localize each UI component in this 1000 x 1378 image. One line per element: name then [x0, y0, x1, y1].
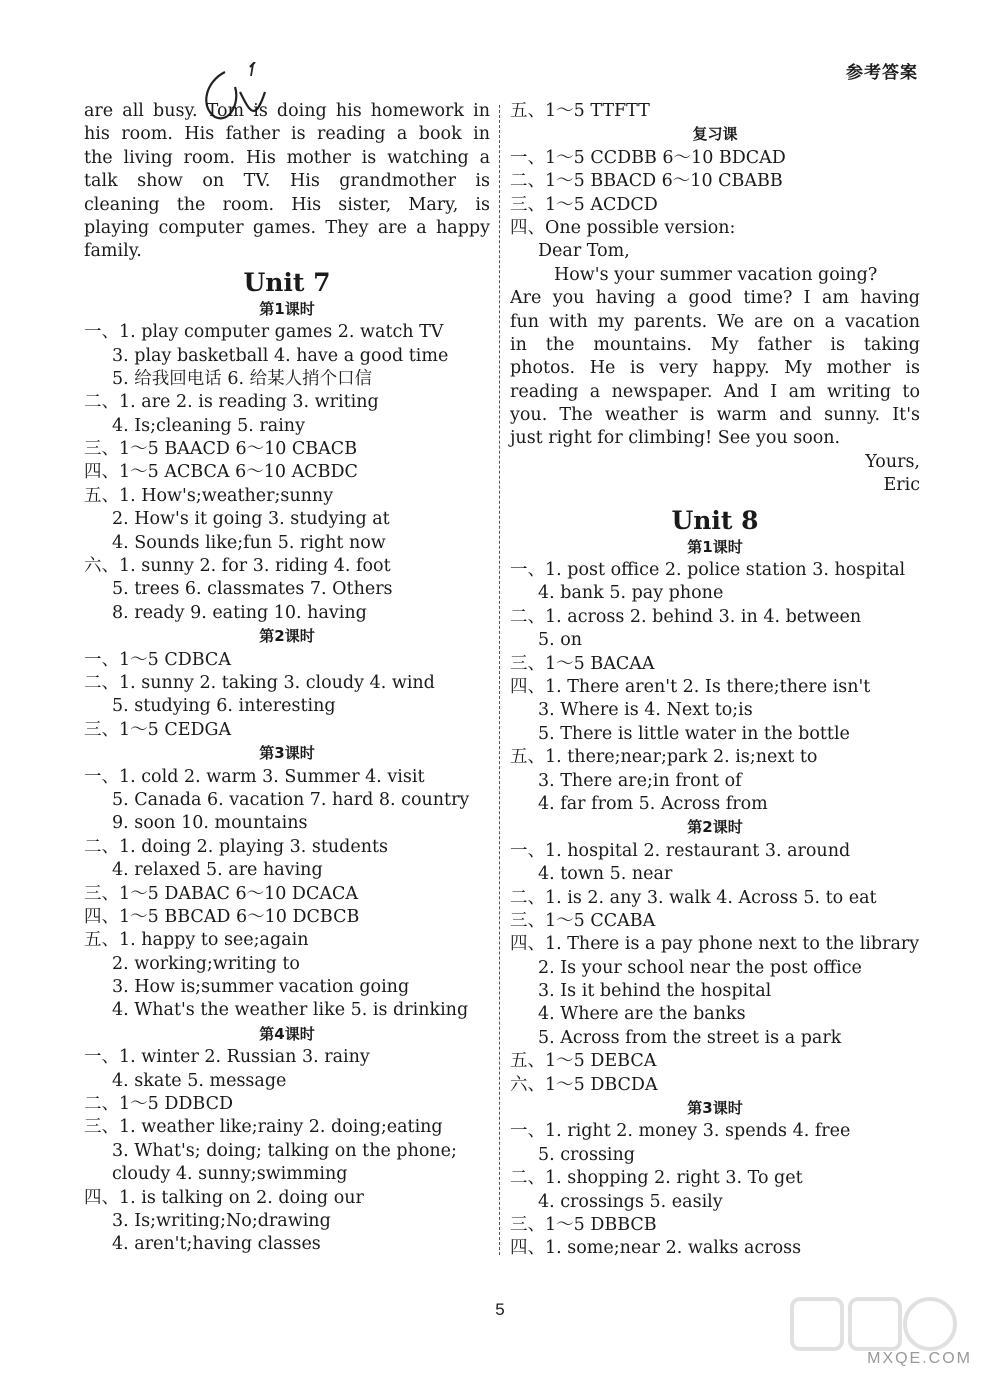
lesson-title: 第4课时	[259, 1024, 315, 1043]
answer-line: 一、1～5 CDBCA	[84, 649, 231, 670]
lesson-title: 第1课时	[687, 537, 743, 556]
lesson-title: 第1课时	[259, 299, 315, 318]
answer-line: 5. There is little water in the bottle	[538, 723, 850, 744]
column-divider	[499, 105, 500, 1255]
answer-line: cloudy 4. sunny;swimming	[112, 1164, 348, 1185]
answer-line: 一、1. post office 2. police station 3. hospital	[510, 560, 906, 581]
answer-line: 2. working;writing to	[112, 953, 300, 974]
passage-line: playing computer games. They are a happy	[84, 217, 490, 238]
answer-line: 一、1. winter 2. Russian 3. rainy	[84, 1047, 370, 1068]
answer-line: 三、1～5 ACDCD	[510, 194, 658, 215]
answer-line: 3. Where is 4. Next to;is	[538, 700, 753, 721]
unit-title: Unit 8	[671, 505, 759, 535]
answer-line: 四、1. some;near 2. walks across	[510, 1238, 802, 1259]
answer-line: 5. 给我回电话 6. 给某人捎个口信	[112, 368, 373, 389]
answer-line: 一、1. play computer games 2. watch TV	[84, 322, 444, 343]
answer-line: 三、1～5 BAACD 6～10 CBACB	[84, 439, 358, 460]
answer-line: 四、One possible version:	[510, 217, 736, 238]
answer-line: 3. Is;writing;No;drawing	[112, 1210, 331, 1231]
answer-line: 六、1. sunny 2. for 3. riding 4. foot	[84, 556, 391, 577]
lesson-title: 第3课时	[259, 744, 315, 763]
letter-greeting: Dear Tom,	[538, 241, 630, 262]
lesson-title: 第2课时	[687, 818, 743, 837]
letter-line: Are you having a good time? I am having	[510, 288, 920, 309]
answer-line: 四、1～5 ACBCA 6～10 ACBDC	[84, 462, 358, 483]
letter-line: How's your summer vacation going?	[554, 264, 878, 285]
answer-line: 4. bank 5. pay phone	[538, 583, 724, 604]
answer-line: 二、1～5 BBACD 6～10 CBABB	[510, 171, 783, 192]
answer-line: 3. Is it behind the hospital	[538, 981, 772, 1002]
answer-line: 4. skate 5. message	[112, 1070, 287, 1091]
answer-line: 4. crossings 5. easily	[538, 1191, 723, 1212]
lesson-title: 复习课	[692, 125, 738, 144]
answer-line: 四、1. is talking on 2. doing our	[84, 1187, 364, 1208]
answer-line: 一、1. hospital 2. restaurant 3. around	[510, 840, 851, 861]
answer-line: 二、1～5 DDBCD	[84, 1094, 233, 1115]
answer-line: 5. crossing	[538, 1144, 635, 1165]
page-header-title: 参考答案	[846, 63, 918, 83]
answer-line: 4. Where are the banks	[538, 1004, 746, 1025]
lesson-title: 第3课时	[687, 1099, 743, 1118]
answer-line: 六、1～5 DBCDA	[510, 1074, 658, 1095]
answer-line: 二、1. doing 2. playing 3. students	[84, 836, 389, 857]
answer-line: 8. ready 9. eating 10. having	[112, 602, 367, 623]
answer-line: 4. Sounds like;fun 5. right now	[112, 532, 386, 553]
watermark-site-text: MXQE.COM	[867, 1350, 972, 1367]
answer-line: 一、1. right 2. money 3. spends 4. free	[510, 1121, 851, 1142]
left-column	[84, 100, 490, 1257]
answer-line: 2. How's it going 3. studying at	[112, 509, 390, 530]
answer-line: 五、1. How's;weather;sunny	[84, 485, 334, 506]
answer-line: 五、1～5 TTFTT	[510, 101, 650, 121]
letter-line: in the mountains. My father is taking	[510, 334, 920, 355]
passage-line: the living room. His mother is watching a	[84, 147, 490, 168]
answer-line: 5. trees 6. classmates 7. Others	[112, 579, 393, 600]
answer-line: 一、1～5 CCDBB 6～10 BDCAD	[510, 147, 786, 168]
passage-line: are all busy. Tom is doing his homework in	[84, 101, 490, 121]
letter-closing: Yours,	[865, 451, 920, 472]
answer-line: 4. aren't;having classes	[112, 1234, 321, 1255]
answer-line: 四、1. There is a pay phone next to the library	[510, 934, 920, 955]
right-column	[510, 100, 920, 1261]
passage-line: family.	[84, 241, 142, 262]
letter-line: you. The weather is warm and sunny. It's	[510, 405, 920, 426]
passage-line: talk show on TV. His grandmother is	[84, 171, 490, 192]
answer-line: 二、1. across 2. behind 3. in 4. between	[510, 606, 862, 627]
answer-line: 三、1～5 DBBCB	[510, 1214, 657, 1235]
answer-line: 3. How is;summer vacation going	[112, 977, 410, 998]
answer-line: 三、1～5 CEDGA	[84, 719, 232, 740]
answer-line: 四、1～5 BBCAD 6～10 DCBCB	[84, 906, 360, 927]
answer-line: 二、1. are 2. is reading 3. writing	[84, 392, 379, 413]
letter-line: photos. He is very happy. My mother is	[510, 358, 920, 379]
answer-line: 三、1～5 DABAC 6～10 DCACA	[84, 883, 359, 904]
answer-line: 二、1. sunny 2. taking 3. cloudy 4. wind	[84, 672, 435, 693]
answer-line: 二、1. is 2. any 3. walk 4. Across 5. to eat	[510, 887, 877, 908]
answer-line: 一、1. cold 2. warm 3. Summer 4. visit	[84, 766, 425, 787]
answer-line: 四、1. There aren't 2. Is there;there isn't	[510, 676, 871, 697]
answer-line: 5. Canada 6. vacation 7. hard 8. country	[112, 789, 470, 810]
passage-line: his room. His father is reading a book in	[84, 124, 490, 145]
answer-line: 4. Is;cleaning 5. rainy	[112, 415, 305, 436]
answer-line: 三、1～5 BACAA	[510, 653, 655, 674]
letter-line: just right for climbing! See you soon.	[510, 428, 841, 449]
answer-line: 4. relaxed 5. are having	[112, 860, 323, 881]
answer-line: 二、1. shopping 2. right 3. To get	[510, 1168, 803, 1189]
answer-line: 4. far from 5. Across from	[538, 793, 768, 814]
answer-line: 5. Across from the street is a park	[538, 1027, 842, 1048]
answer-line: 9. soon 10. mountains	[112, 813, 308, 834]
answer-line: 3. There are;in front of	[538, 770, 742, 791]
answer-line: 3. play basketball 4. have a good time	[112, 345, 449, 366]
letter-signature: Eric	[883, 475, 920, 496]
answer-line: 五、1～5 DEBCA	[510, 1051, 657, 1072]
answer-line: 五、1. there;near;park 2. is;next to	[510, 747, 818, 768]
lesson-title: 第2课时	[259, 627, 315, 646]
answer-line: 5. on	[538, 630, 583, 651]
letter-line: fun with my parents. We are on a vacation	[510, 311, 920, 332]
passage-line: cleaning the room. His sister, Mary, is	[84, 194, 490, 215]
answer-line: 4. What's the weather like 5. is drinking	[112, 1000, 469, 1021]
answer-line: 2. Is your school near the post office	[538, 957, 862, 978]
answer-line: 五、1. happy to see;again	[84, 930, 309, 951]
letter-line: reading a newspaper. And I am writing to	[510, 381, 920, 402]
answer-line: 三、1. weather like;rainy 2. doing;eating	[84, 1117, 443, 1138]
answer-line: 4. town 5. near	[538, 864, 673, 885]
answer-line: 3. What's; doing; talking on the phone;	[112, 1140, 457, 1161]
answer-line: 5. studying 6. interesting	[112, 696, 336, 717]
page-number: 5	[495, 1300, 505, 1319]
unit-title: Unit 7	[243, 267, 331, 297]
answer-line: 三、1～5 CCABA	[510, 910, 656, 931]
